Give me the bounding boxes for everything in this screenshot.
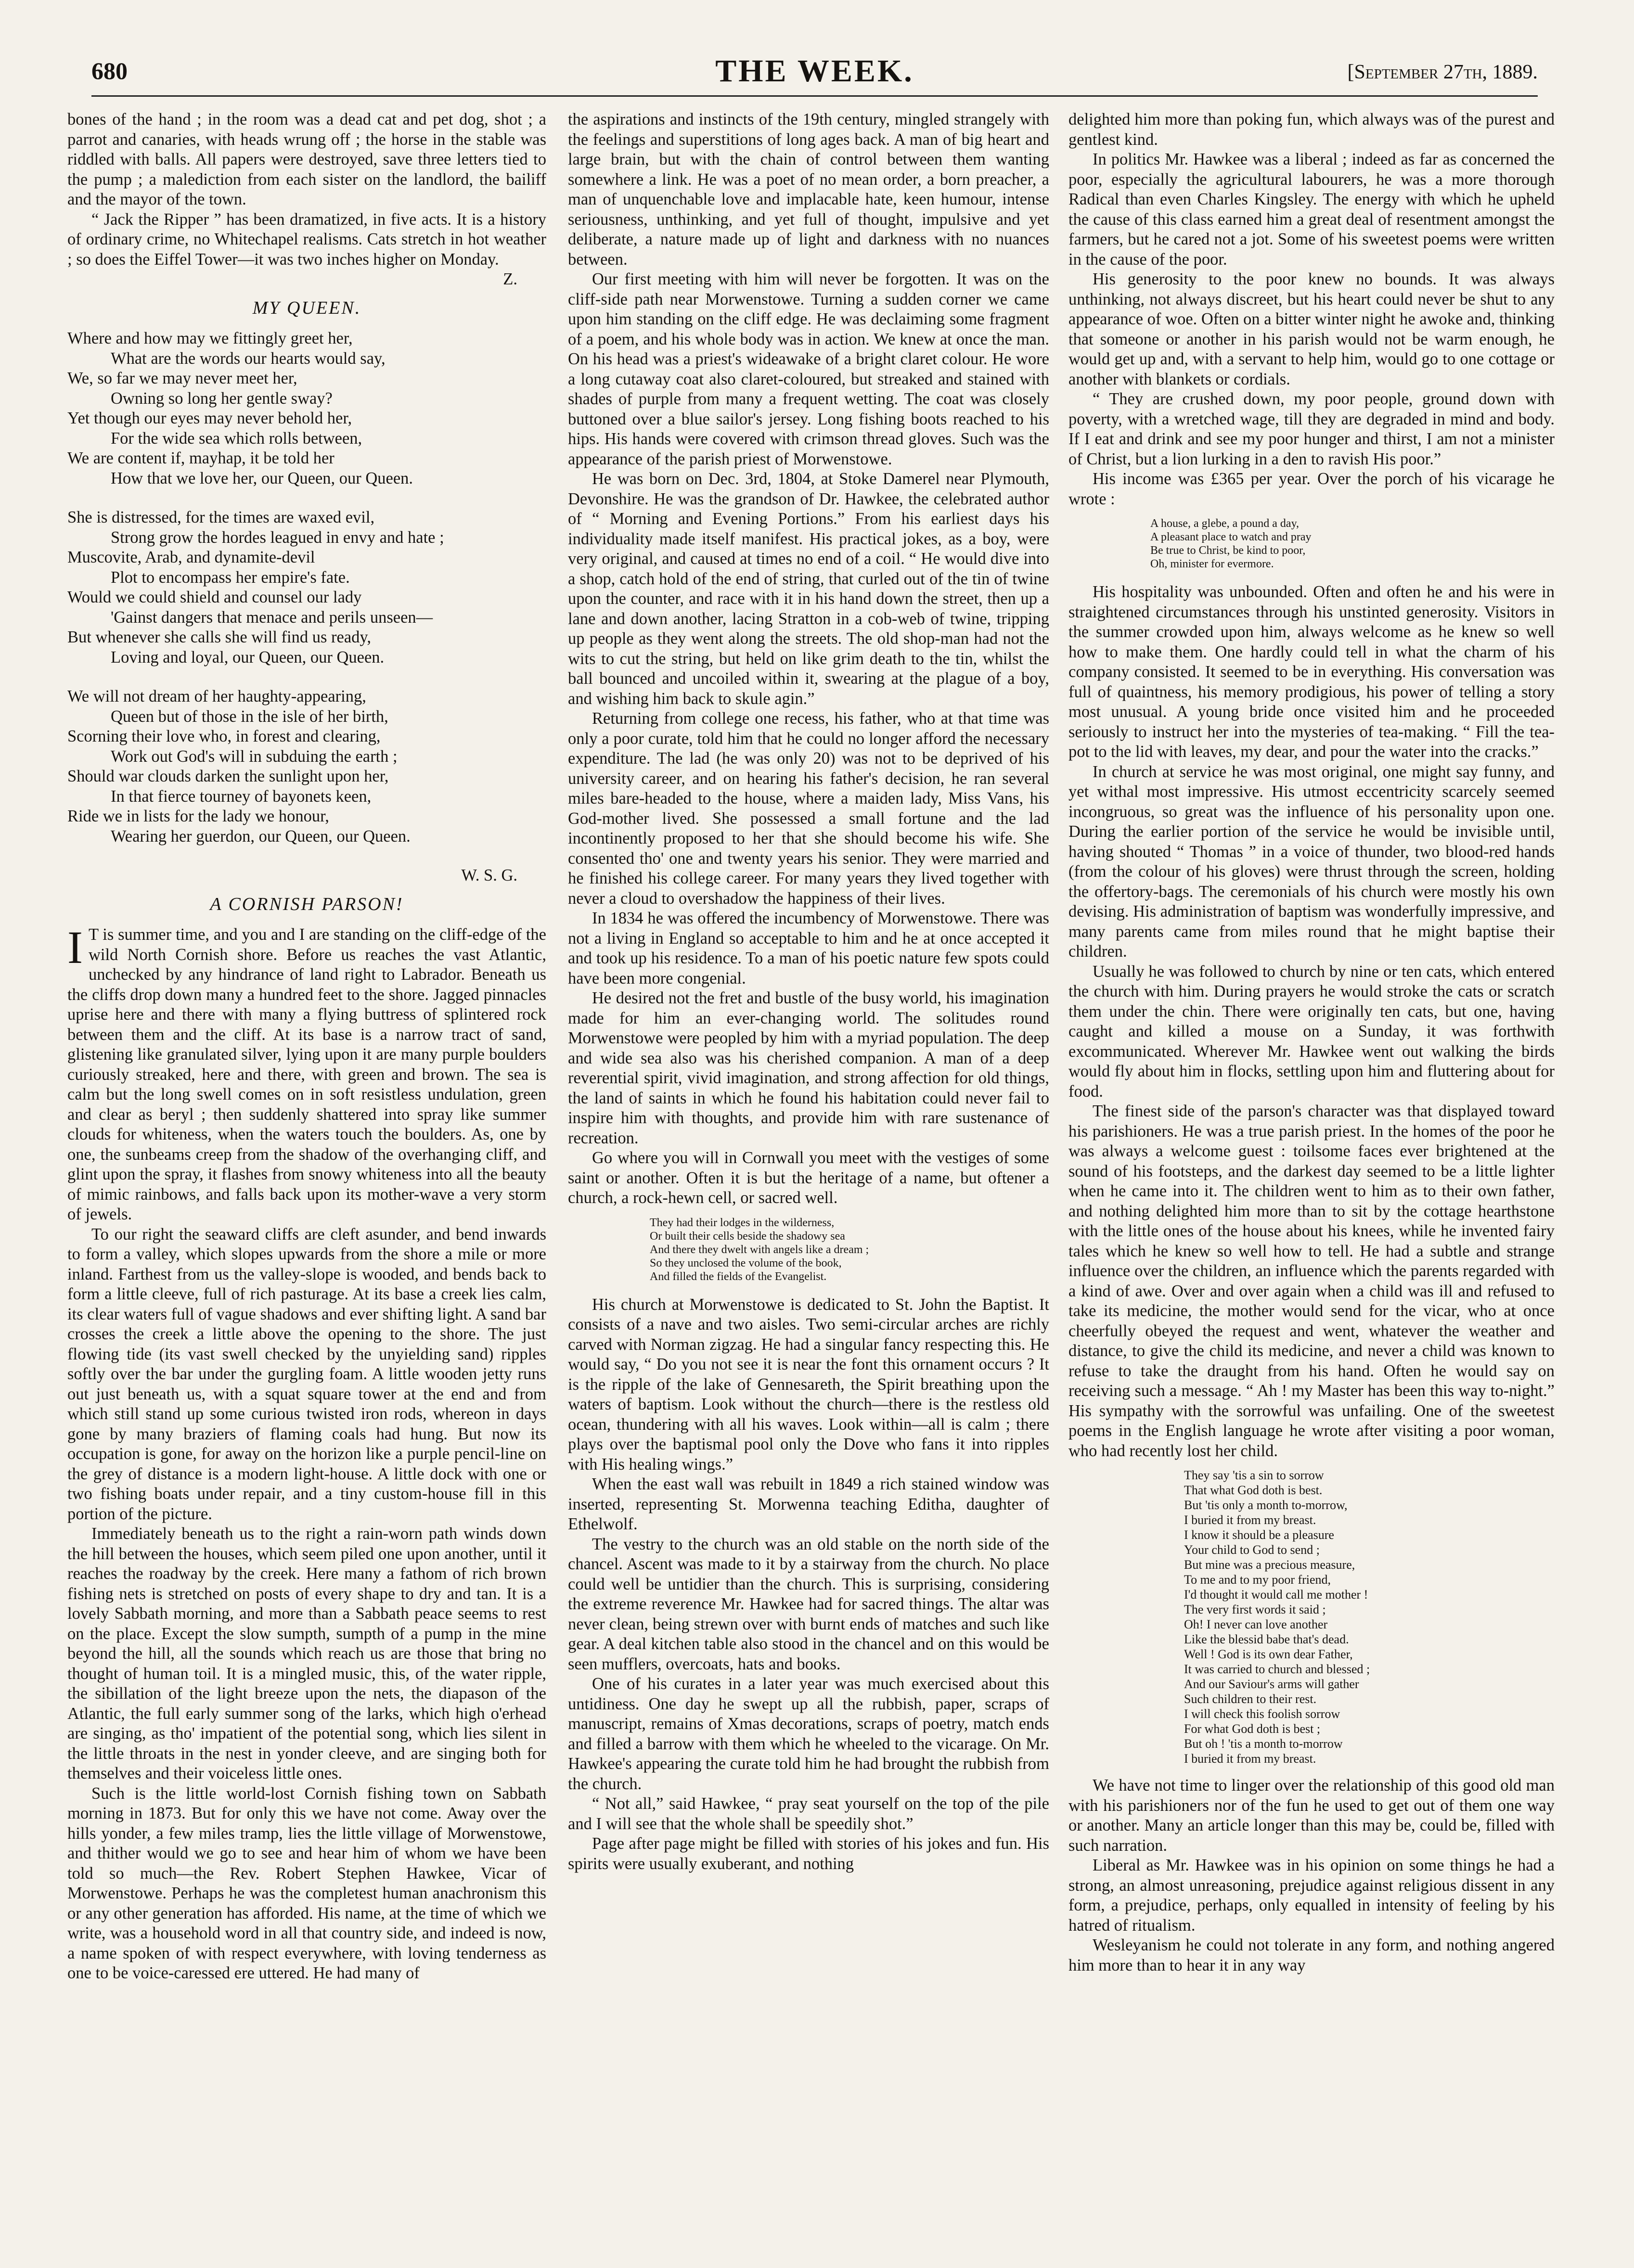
paragraph: bones of the hand ; in the room was a dead cat and pet dog, shot ; a parrot and canaries, with heads wrung off ; the horse in the stable was riddled with balls. All papers were destroyed, save three letters tied to the pump ; a malediction from each sister on the landlord, the bailiff and the mayor of the town. [67,110,546,208]
paragraph: “ Jack the Ripper ” has been dramatized, in five acts. It is a history of ordinary crime, no Whitechapel realisms. Cats stretch in hot weather ; so does the Eiffel Tower—it was two inches higher on Monday. [67,210,546,269]
poem-line: Scorning their love who, in forest and clearing, [67,727,381,745]
poem-line: Or built their cells beside the shadowy sea [650,1230,845,1243]
paragraph: One of his curates in a later year was much exercised about this untidiness. One day he swept up all the rubbish, paper, scraps of manuscript, remains of Xmas decorations, scraps of poetry, match ends and filled a barrow with them which he wheeled to the vicarage. On Mr. Hawkee's appearing the curate told him he had brought the rubbish from the church. [568,1675,1049,1793]
poem-line: Muscovite, Arab, and dynamite-devil [67,548,315,566]
poem-line: Should war clouds darken the sunlight upon her, [67,767,389,785]
poem-line: We will not dream of her haughty-appearing, [67,687,366,705]
poem-vicarage [1150,517,1555,571]
paragraph: Our first meeting with him will never be forgotten. It was on the cliff-side path near Morwenstowe. Turning a sudden corner we came upon him standing on the cliff edge. He was declaiming some fragment of a poem, and his whole body was in action. We knew at once the man. On his head was a priest's wideawake of a bright claret colour. He wore a long cutaway coat also claret-coloured, but streaked and stained with shades of purple from many a frequent wetting. The coat was closely buttoned over a blue sailor's jersey. Long fishing boots reached to his hips. His hands were covered with crimson thread gloves. Such was the appearance of the parish priest of Morwenstowe. [568,270,1049,468]
poem-line: Oh, minister for evermore. [1150,558,1274,570]
paragraph: His income was £365 per year. Over the porch of his vicarage he wrote : [1068,470,1555,508]
poem-line: Your child to God to send ; [1184,1543,1320,1557]
drop-cap: I [67,922,83,973]
poem-line: I buried it from my breast. [1184,1513,1316,1527]
poem-line: Work out God's will in subduing the earth ; [111,747,398,766]
paragraph: He desired not the fret and bustle of the busy world, his imagination made for him an ever-changing world. The solitudes round Morwenstowe were peopled by him with a myriad population. The deep and wide sea also was his cherished companion. A man of a deep reverential spirit, vivid imagination, and strong affection for old things, the land of saints in which he found his habitation could never fail to inspire him with thoughts, and provide him with rare sustenance of recreation. [568,989,1049,1147]
poem-line: But oh ! 'tis a month to-morrow [1184,1737,1343,1751]
paragraph: Returning from college one recess, his father, who at that time was only a poor curate, told him that he could no longer afford the necessary expenditure. The lad (he was only 20) was not to be deprived of his university career, and on hearing his father's decision, he ran several miles bare-headed to the house, where a maiden lady, Miss Vans, his God-mother lived. She possessed a small fortune and the lad incontinently proposed to her that she should become his wife. She consented tho' one and twenty years his senior. They were married and he finished his college career. For many years they lived together with never a cloud to overshadow the happiness of their lives. [568,709,1049,908]
page-number: 680 [91,57,128,84]
poem-line: Queen but of those in the isle of her birth, [111,707,388,726]
poem-line: I'd thought it would call me mother ! [1184,1588,1368,1602]
poem-line: A house, a glebe, a pound a day, [1150,517,1299,530]
column-1 [67,110,546,1984]
poem-line: Ride we in lists for the lady we honour, [67,807,329,825]
poem-line: Yet though our eyes may never behold her, [67,409,352,427]
paragraph: Page after page might be filled with stories of his jokes and fun. His spirits were usually exuberant, and nothing [568,1834,1049,1873]
page-header [91,53,1538,100]
poem-saints [650,1216,1049,1283]
paragraph: He was born on Dec. 3rd, 1804, at Stoke Damerel near Plymouth, Devonshire. He was the grandson of Dr. Hawkee, the celebrated author of “ Morning and Evening Portions.” From his earliest days his individuality made itself manifest. His practical jokes, as a boy, were very original, and caused at times no end of a coil. “ He would dive into a shop, catch hold of the end of string, that curled out of the tin of twine upon the counter, and race with it in his hand down the street, then up a lane and down another, lacing Stratton in a cob-web of twine, tripping up people as they went along the streets. The old shop-man had not the wits to cut the string, but held on like grim death to the tin, whilst the ball bounced and uncoiled within it, swearing at the plague of a boy, and wishing him back to skule agin.” [568,470,1049,708]
paragraph: Usually he was followed to church by nine or ten cats, which entered the church with him. During prayers he would stroke the cats or scratch them under the chin. There were originally ten cats, but one, having caught and killed a mouse on a Sunday, it was forthwith excommunicated. Wherever Mr. Hawkee went out walking the birds would fly about him in flocks, settling upon him and fluttering about for food. [1068,962,1555,1101]
poem-line: What are the words our hearts would say, [111,349,386,368]
publication-title: THE WEEK. [715,53,914,89]
poem-sorrow [1184,1468,1555,1766]
poem-line: But whenever she calls she will find us ready, [67,628,372,646]
poem-line: For the wide sea which rolls between, [111,429,362,448]
poem-line: I know it should be a pleasure [1184,1528,1334,1542]
poem-line: Would we could shield and counsel our lady [67,588,362,606]
poem-my-queen [67,329,546,846]
column-3 [1068,110,1555,1975]
poem-line: For what God doth is best ; [1184,1722,1321,1736]
paragraph: “ Not all,” said Hawkee, “ pray seat yourself on the top of the pile and I will see that the whole shall be speedily shot.” [568,1794,1049,1833]
paragraph: In politics Mr. Hawkee was a liberal ; indeed as far as concerned the poor, especially the agricultural labourers, he was a more thorough Radical than even Charles Kingsley. The energy with which he upheld the cause of this class earned him a great deal of resentment amongst the farmers, but he cared not a jot. Some of his sweetest poems were written in the cause of the poor. [1068,150,1555,269]
paragraph: His church at Morwenstowe is dedicated to St. John the Baptist. It consists of a nave and two aisles. Two semi-circular arches are richly carved with Norman zigzag. He had a singular fancy respecting this. He would say, “ Do you not see it is near the font this ornament occurs ? It is the ripple of the lake of Gennesareth, the Spirit breathing upon the waters of baptism. Look without the church—there is the restless old ocean, thundering with all his waves. Look within—all is calm ; there plays over the baptismal pool only the Dove who fans it into ripples with His healing wings.” [568,1295,1049,1474]
poem-line: They say 'tis a sin to sorrow [1184,1468,1324,1482]
poem-line: Owning so long her gentle sway? [111,389,333,408]
paragraph: His hospitality was unbounded. Often and often he and his were in straightened circumstances through his unstinted generosity. Visitors in the summer crowded upon him, always welcome as he knew so well how to make them. One hardly could tell in what the charm of his company consisted. It seemed to be in everything. His conversation was full of quaintness, his memory prodigious, his power of telling a story most unusual. A young bride once visited him and he proceeded seriously to instruct her into the mysteries of tea-making. “ Fill the tea-pot to the lid with leaves, my dear, and pour the water into the cracks.” [1068,583,1555,761]
issue-date: [September 27th, 1889. [1347,61,1538,83]
paragraph: Immediately beneath us to the right a rain-worn path winds down the hill between the houses, which seem piled one upon another, until it reaches the roadway by the creek. Here many a fathom of rich brown fishing nets is stretched on posts of every shape to dry and tan. It is a lovely Sabbath morning, and more than a Sabbath peace seems to rest on the place. Except the slow sumpth, sumpth of a pump in the mine beyond the hill, all the sounds which reach us are those that bring no thought of human toil. It is a mingled music, this, of the water ripple, the sibillation of the light breeze upon the nets, the diapason of the Atlantic, the full early summer song of the larks, which high o'erhead are singing, as tho' impatient of the potential song, which lies silent in the little throats in the nest in yonder cleeve, and are singing both for themselves and their voiceless little ones. [67,1525,546,1782]
poem-line: Well ! God is its own dear Father, [1184,1647,1353,1661]
paragraph: delighted him more than poking fun, which always was of the purest and gentlest kind. [1068,110,1555,149]
poem-line: A pleasant place to watch and pray [1150,531,1312,543]
signature: Z. [503,270,517,288]
poem-line: Loving and loyal, our Queen, our Queen. [111,648,385,666]
paragraph: The vestry to the church was an old stable on the north side of the chancel. Ascent was made to it by a stairway from the church. No place could well be untidier than the church. This is surprising, considering the extreme reverence Mr. Hawkee had for sacred things. The altar was never clean, being strewn over with burnt ends of matches and such like gear. A deal kitchen table also stood in the chancel and on this would be seen mufflers, overcoats, hats and books. [568,1535,1049,1673]
header-rule [91,95,1538,97]
poem-line: She is distressed, for the times are waxed evil, [67,508,375,526]
paragraph: Liberal as Mr. Hawkee was in his opinion on some things he had a strong, an almost unreasoning, prejudice against religious dissent in any form, a prejudice, perhaps, only equalled in intensity of feeling by his hatred of ritualism. [1068,1856,1555,1935]
poem-line: Be true to Christ, be kind to poor, [1150,544,1306,557]
poem-line: They had their lodges in the wilderness, [650,1216,835,1229]
poem-line: Like the blessid babe that's dead. [1184,1632,1349,1646]
paragraph: Wesleyanism he could not tolerate in any form, and nothing angered him more than to hear it in any way [1068,1936,1555,1974]
paragraph: I T is summer time, and you and I are standing on the cliff-edge of the wild North Cornish shore. Before us reaches the vast Atlantic, unchecked by any hindrance of land right to Labrador. Beneath us the cliffs drop down many a hundred feet to the shore. Jagged pinnacles uprise here and there with many a flying buttress of splintered rock between them and the cliff. At its base is a narrow tract of sand, glistening like granulated silver, lying upon it are many purple boulders curiously streaked, here and there, with green and brown. The sea is calm but the long swell comes on in soft resistless undulation, green and clear as beryl ; then suddenly shattered into spray like summer clouds for whiteness, when the waters touch the boulders. As, one by one, the sunbeams creep from the shadow of the overhanging cliff, and glint upon the spray, it flashes from snowy whiteness into all the beauty of mimic rainbows, and falls back upon its mother-wave a very storm of jewels. [67,922,546,1223]
poem-line: Wearing her guerdon, our Queen, our Queen. [111,827,411,846]
poem-stanza [67,329,546,488]
poem-line: And filled the fields of the Evangelist. [650,1270,827,1283]
paragraph: In church at service he was most original, one might say funny, and yet withal most impressive. His utmost eccentricity scarcely seemed incongruous, so great was the influence of his personality upon one. During the earlier portion of the service he would be invisible until, having shouted “ Thomas ” in a voice of thunder, two blood-red hands (from the colour of his gloves) were thrust through the screen, holding the offertory-bags. The ceremonials of his church were mostly his own devising. His administration of baptism was wonderfully impressive, and many parents came from miles round that he might baptise their children. [1068,762,1555,961]
paragraph: His generosity to the poor knew no bounds. It was always unthinking, not always discreet, but his heart could never be shut to any appearance of woe. Often on a bitter winter night he awoke and, thinking that someone or another in his parish would not be warm enough, he would get up and, with a servant to help him, would go to one cottage or another with blankets or cordials. [1068,270,1555,388]
poem-stanza [67,508,546,667]
paragraph: To our right the seaward cliffs are cleft asunder, and bend inwards to form a valley, which slopes upwards from the shore a mile or more inland. Farthest from us the valley-slope is wooded, and bends back to form a little cleeve, full of rich pasturage. At its base a creek lies calm, its clear waters full of vague shadows and ever shifting light. A sand bar crosses the creek a little above the opening to the shore. The just flowing tide (its vast swell checked by the unyielding sand) ripples softly over the bar under the gurgling foam. A little wooden jetty runs out just beneath us, with a squat square tower at the end and from which still stand up some curious twisted iron rods, whereon in days gone by many braziers of flaming coals had hung. But now its occupation is gone, for away on the horizon like a purple pencil-line on the grey of distance is a modern light-house. A little dock with one or two fishing boats under repair, and a tiny custom-house fill in this portion of the picture. [67,1225,546,1523]
article-title: A CORNISH PARSON! [210,894,404,914]
paragraph: The finest side of the parson's character was that displayed toward his parishioners. He was a true parish priest. In the homes of the poor he was always a welcome guest : toilsome faces ever brightened at the sound of his footsteps, and the darkest day seemed to be a little lighter when he came into it. The children went to him as to their own father, and nothing delighted him more than to sit by the cottage hearthstone with the little ones of the house about his knees, while he invented fairy tales which he knew so well how to tell. He had a subtle and strange influence over the children, an influence which the parents regarded with a kind of awe. Over and over again when a child was ill and refused to take its medicine, the mother would send for the vicar, who at once cheerfully obeyed the request and went, whatever the weather and distance, to give the child its medicine, and never a child was known to refuse to take the draught from his hand. Often he would say on receiving such a message. “ Ah ! my Master has been this way to-night.” His sympathy with the sorrowful was unfailing. One of the sweetest poems in the English language he wrote after visiting a poor woman, who had recently lost her child. [1068,1102,1555,1460]
paragraph: “ They are crushed down, my poor people, ground down with poverty, with a wretched wage, till they are degraded in mind and body. If I eat and drink and see my poor hunger and thirst, I am not a minister of Christ, but a lion lurking in a den to ravish His poor.” [1068,390,1555,468]
poem-line: In that fierce tourney of bayonets keen, [111,787,372,806]
poem-line: But mine was a precious measure, [1184,1558,1355,1572]
paragraph: In 1834 he was offered the incumbency of Morwenstowe. There was not a living in England so acceptable to him and he at once accepted it and took up his residence. To a man of his poetic nature few spots could have been more congenial. [568,909,1049,987]
paragraph: Go where you will in Cornwall you meet with the vestiges of some saint or another. Often it is but the heritage of a name, but oftener a church, a rock-hewn cell, or sacred well. [568,1149,1049,1207]
paragraph: We have not time to linger over the relationship of this good old man with his parishioners nor of the fun he used to get out of them one way or another. Many an article longer than this may be, could be, filled with such narration. [1068,1776,1555,1855]
poem-line: 'Gainst dangers that menace and perils unseen— [111,608,433,627]
poem-title: MY QUEEN. [252,297,361,318]
poem-line: Oh! I never can love another [1184,1617,1328,1631]
poem-line: The very first words it said ; [1184,1602,1326,1616]
poem-line: It was carried to church and blessed ; [1184,1662,1370,1676]
poem-line: Such children to their rest. [1184,1692,1317,1706]
poem-line: Strong grow the hordes leagued in envy and hate ; [111,528,444,547]
paragraph: the aspirations and instincts of the 19th century, mingled strangely with the feelings and superstitions of long ages back. A man of big heart and large brain, but with the chain of control between them wanting somewhere a link. He was a poet of no mean order, a born preacher, a man of unquenchable love and implacable hate, keen humour, intense seriousness, unthinking, and yet full of thought, impulsive and yet deliberate, a nature made up of light and darkness with no nuances between. [568,110,1049,269]
poem-line: To me and to my poor friend, [1184,1573,1331,1587]
paragraph: Such is the little world-lost Cornish fishing town on Sabbath morning in 1873. But for only this we have not come. Away over the hills yonder, a few miles tramp, lies the little village of Morwenstowe, and thither would we go to see and hear him of whom we have been told so much—the Rev. Robert Stephen Hawkee, Vicar of Morwenstowe. Perhaps he was the completest human anachronism this or any other generation has afforded. His name, at the time of which we write, was a household word in all that country side, and indeed is now, a name spoken of with respect everywhere, with loving tenderness as one to be voice-caressed ere uttered. He had many of [67,1784,546,1982]
poem-line: So they unclosed the volume of the book, [650,1256,842,1269]
poem-line: But 'tis only a month to-morrow, [1184,1498,1348,1512]
poem-signature: W. S. G. [461,866,517,884]
poem-line: And our Saviour's arms will gather [1184,1677,1359,1691]
poem-line: That what God doth is best. [1184,1483,1323,1497]
poem-line: We are content if, mayhap, it be told her [67,449,335,467]
poem-line: Where and how may we fittingly greet her, [67,329,353,347]
poem-stanza [67,687,546,846]
paragraph: When the east wall was rebuilt in 1849 a rich stained window was inserted, representing St. Morwenna teaching Editha, daughter of Ethelwolf. [568,1475,1049,1533]
column-2 [568,110,1049,1874]
poem-line: Plot to encompass her empire's fate. [111,568,350,587]
poem-line: And there they dwelt with angels like a dream ; [650,1243,869,1256]
poem-line: How that we love her, our Queen, our Queen. [111,469,413,487]
poem-line: I will check this foolish sorrow [1184,1707,1340,1721]
poem-line: I buried it from my breast. [1184,1752,1316,1766]
poem-line: We, so far we may never meet her, [67,369,297,387]
